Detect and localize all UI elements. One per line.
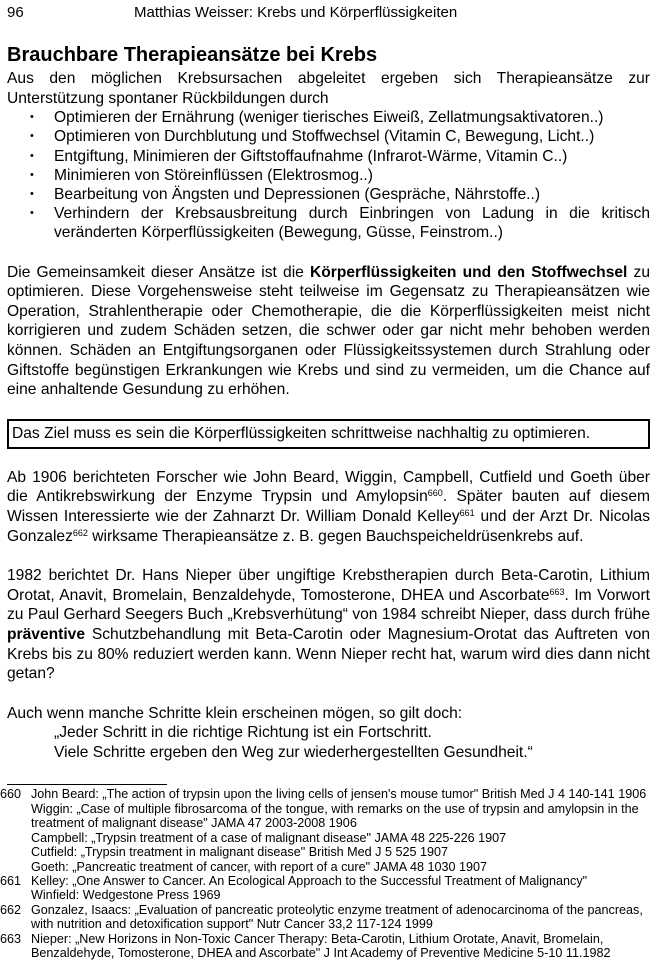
footnote-663 [0, 931, 650, 961]
highlight-box: Das Ziel muss es sein die Körperflüssigkeiten schrittweise nachhaltig zu optimieren. [7, 419, 650, 449]
footnote-number: 660 [0, 787, 22, 802]
footnote-ref: 662 [72, 527, 88, 538]
section-title: Brauchbare Therapieansätze bei Krebs [7, 44, 378, 66]
footnote-line: Winfield: Wedgestone Press 1969 [31, 888, 221, 903]
footnote-separator [7, 784, 167, 785]
bold-word: präventive [7, 625, 86, 643]
common-approach-paragraph: Die Gemeinsamkeit dieser Ansätze ist die Körperflüssigkeiten und den Stoffwechsel zu optimieren. Diese Vorgehensweise steht teilweise im Gegensatz zu Therapieansätzen wie Operation, Strahlentherapie oder Chemotherapie, die die Körperflüssigkeiten meist nicht korrigieren und zudem Schäden setzen, die schwer oder gar nicht mehr behoben werden können. Schäden an Entgiftungsorganen oder Flüssigkeitssystemen durch Strahlung oder Giftstoffe begünstigen Erkrankungen wie Krebs und sind zu vermeiden, um die Chance auf eine anhaltende Gesundung zu erhöhen. [7, 263, 651, 399]
list-item: • Optimieren der Ernährung (weniger tierisches Eiweiß, Zellatmungsaktivatoren..) [7, 108, 650, 127]
intro-paragraph: Aus den möglichen Krebsursachen abgeleitet ergeben sich Therapieansätze zur Unterstützung spontaner Rückbildungen durch [7, 70, 650, 107]
footnote-ref: 660 [427, 488, 443, 499]
footnote-line: John Beard: „The action of trypsin upon the living cells of jensen's mouse tumor" British Med J 4 140-141 1906 [31, 787, 647, 802]
footnote-line: Kelley: „One Answer to Cancer. An Ecological Approach to the Successful Treatment of Malignancy" [31, 873, 588, 888]
history-paragraph: Ab 1906 berichteten Forscher wie John Beard, Wiggin, Campbell, Cutfield und Goeth über die Antikrebswirkung der Enzyme Trypsin und Amylopsin$^{660}$. Später bauten auf diesem Wissen Interessierte wie der Zahnarzt Dr. William Donald Kelley$^{661}$ und der Arzt Dr. Nicolas Gonzalez$^{662}$ wirksame Therapieansätze z. B. gegen Bauchspeicheldrüsenkrebs auf. [7, 468, 651, 545]
quote-line: „Jeder Schritt in die richtige Richtung ist ein Fortschritt. [54, 724, 432, 742]
footnotes [0, 787, 650, 960]
footnote-line: Goeth: „Pancreatic treatment of cancer, with report of a cure" JAMA 48 1030 1907 [31, 859, 487, 874]
footnote-662 [0, 902, 650, 932]
list-item: • Verhindern der Krebsausbreitung durch Einbringen von Ladung in die kritisch veränderten Körperflüssigkeiten (Bewegung, Güsse, Feinstrom..) [7, 204, 650, 242]
closing-paragraph: Auch wenn manche Schritte klein erscheinen mögen, so gilt doch: [7, 704, 463, 722]
bold-phrase: Körperflüssigkeiten und den Stoffwechsel [310, 263, 628, 281]
list-item: • Entgiftung, Minimieren der Giftstoffaufnahme (Infrarot-Wärme, Vitamin C..) [7, 147, 650, 166]
list-item: • Bearbeitung von Ängsten und Depressionen (Gespräche, Nährstoffe..) [7, 185, 650, 204]
footnote-number: 661 [0, 873, 22, 888]
footnote-number: 662 [0, 902, 22, 917]
footnote-line: Campbell: „Trypsin treatment of a case of malignant disease" JAMA 48 225-226 1907 [31, 830, 507, 845]
footnote-ref: 661 [459, 507, 475, 518]
footnote-660 [0, 787, 650, 874]
therapy-list [7, 108, 650, 242]
footnote-ref: 663 [549, 586, 565, 597]
footnote-661 [0, 873, 650, 903]
footnote-line: Nieper: „New Horizons in Non-Toxic Cancer Therapy: Beta-Carotin, Lithium Orotate, Anavit, Bromelain, Benzaldehyde, Tomosterone, DHEA and Ascorbate" J Int Academy of Preventive Medicine 5-10 11.1982 [31, 931, 611, 960]
quote-line: Viele Schritte ergeben den Weg zur wiederhergestellten Gesundheit.“ [54, 743, 533, 761]
page-header [7, 0, 650, 28]
footnote-number: 663 [0, 931, 22, 946]
list-item: • Optimieren von Durchblutung und Stoffwechsel (Vitamin C, Bewegung, Licht..) [7, 127, 650, 146]
nieper-paragraph: 1982 berichtet Dr. Hans Nieper über ungiftige Krebstherapien durch Beta-Carotin, Lithium Orotat, Anavit, Bromelain, Benzaldehyde, Tomosterone, DHEA und Ascorbate$^{663}$. Im Vorwort zu Paul Gerhard Seegers Buch „Krebsverhütung“ von 1984 schreibt Nieper, dass durch frühe präventive Schutzbehandlung mit Beta-Carotin oder Magnesium-Orotat das Auftreten von Krebs bis zu 80% reduziert werden kann. Wenn Nieper recht hat, warum wird dies dann nicht getan? [7, 567, 650, 683]
footnote-line: Cutfield: „Trypsin treatment in malignant disease" British Med J 5 525 1907 [31, 845, 449, 860]
running-title: Matthias Weisser: Krebs und Körperflüssigkeiten [134, 4, 458, 21]
list-item: • Minimieren von Störeinflüssen (Elektrosmog..) [7, 166, 650, 185]
footnote-line: Wiggin: „Case of multiple fibrosarcoma of the tongue, with remarks on the use of trypsin and amylopsin in the treatment of malignant disease" JAMA 47 2003-2008 1906 [31, 801, 639, 831]
page-number: 96 [7, 4, 24, 21]
footnote-line: Gonzalez, Isaacs: „Evaluation of pancreatic proteolytic enzyme treatment of adenocarcinoma of the pancreas, with nutrition and detoxification support" Nutr Cancer 33,2 117-124 1999 [31, 902, 643, 932]
